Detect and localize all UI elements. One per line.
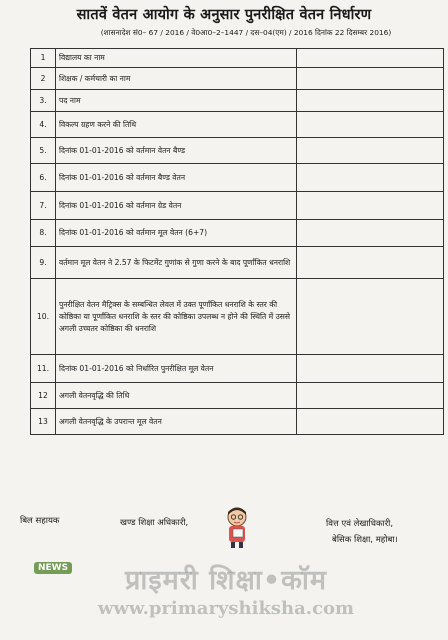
row-value-cell xyxy=(297,247,444,279)
table-row xyxy=(31,355,444,383)
row-value-cell xyxy=(297,68,444,90)
row-value-cell xyxy=(297,192,444,220)
table-row xyxy=(31,90,444,112)
row-number: 3. xyxy=(31,90,56,112)
row-number: 10. xyxy=(31,279,56,355)
table-row xyxy=(31,138,444,164)
table-row xyxy=(31,409,444,435)
row-label: अगली वेतनवृद्धि के उपरान्त मूल वेतन xyxy=(56,409,297,435)
document-subtitle: (शासनादेश सं0– 67 / 2016 / वे0आ0–2–1447 / दस–04(एम) / 2016 दिनांक 22 दिसम्बर 2016) xyxy=(100,28,392,37)
row-label: दिनांक 01-01-2016 को वर्तमान मूल वेतन (6+7) xyxy=(56,220,297,247)
block-education-officer-signature: खण्ड शिक्षा अधिकारी, xyxy=(120,518,189,528)
row-value-cell xyxy=(297,49,444,68)
row-label: दिनांक 01-01-2016 को वर्तमान बैण्ड वेतन xyxy=(56,164,297,192)
row-value-cell xyxy=(297,409,444,435)
row-number: 7. xyxy=(31,192,56,220)
row-number: 6. xyxy=(31,164,56,192)
row-number: 5. xyxy=(31,138,56,164)
row-number: 12 xyxy=(31,383,56,409)
row-value-cell xyxy=(297,112,444,138)
row-label: अगली वेतनवृद्धि की तिथि xyxy=(56,383,297,409)
row-value-cell xyxy=(297,164,444,192)
table-row xyxy=(31,192,444,220)
row-label: दिनांक 01-01-2016 को वर्तमान वेतन बैण्ड xyxy=(56,138,297,164)
row-number: 8. xyxy=(31,220,56,247)
row-value-cell xyxy=(297,383,444,409)
row-number: 11. xyxy=(31,355,56,383)
row-value-cell xyxy=(297,220,444,247)
bill-assistant-signature: बिल सहायक xyxy=(20,516,60,526)
row-number: 4. xyxy=(31,112,56,138)
table-row xyxy=(31,68,444,90)
finance-officer-title: वित्त एवं लेखाधिकारी, xyxy=(326,519,394,529)
table-row xyxy=(31,164,444,192)
row-value-cell xyxy=(297,138,444,164)
row-label: शिक्षक / कर्मचारी का नाम xyxy=(56,68,297,90)
row-value-cell xyxy=(297,355,444,383)
cartoon-teacher-logo xyxy=(220,505,254,549)
document-title: सातवें वेतन आयोग के अनुसार पुनरीक्षित वेतन निर्धारण xyxy=(76,7,372,23)
watermark-hindi: प्राइमरी शिक्षा•कॉम xyxy=(124,565,328,596)
pay-fixation-table xyxy=(30,48,444,435)
table-row xyxy=(31,112,444,138)
row-number: 1 xyxy=(31,49,56,68)
news-badge: NEWS xyxy=(34,562,72,574)
row-label: विद्यालय का नाम xyxy=(56,49,297,68)
table-row xyxy=(31,383,444,409)
row-number: 13 xyxy=(31,409,56,435)
row-number: 9. xyxy=(31,247,56,279)
row-number: 2 xyxy=(31,68,56,90)
table-row xyxy=(31,220,444,247)
row-label: विकल्प ग्रहण करने की तिथि xyxy=(56,112,297,138)
finance-officer-office: बेसिक शिक्षा, महोबा। xyxy=(332,535,398,545)
row-label: वर्तमान मूल वेतन ने 2.57 के फिटमेंट गुणांक से गुणा करने के बाद पूर्णांकित धनराशि xyxy=(56,247,297,279)
row-label: दिनांक 01-01-2016 को निर्धारित पुनरीक्षित मूल वेतन xyxy=(56,355,297,383)
row-value-cell xyxy=(297,279,444,355)
row-label: पुनरीक्षित वेतन मैट्रिक्स के सम्बन्धित लेवल में उक्त पूर्णांकित धनराशि के स्तर की कोष्ठिका या पूर्णांकित धनराशि के स्तर की कोष्ठिका उपलब्ध न होने की स्थिति में उससे अगली उच्चतर कोष्ठिका की धनराशि xyxy=(56,279,297,355)
table-row xyxy=(31,247,444,279)
table-row xyxy=(31,49,444,68)
row-label: दिनांक 01-01-2016 को वर्तमान ग्रेड वेतन xyxy=(56,192,297,220)
row-label: पद नाम xyxy=(56,90,297,112)
row-value-cell xyxy=(297,90,444,112)
watermark-url: www.primaryshiksha.com xyxy=(97,598,355,619)
table-row xyxy=(31,279,444,355)
